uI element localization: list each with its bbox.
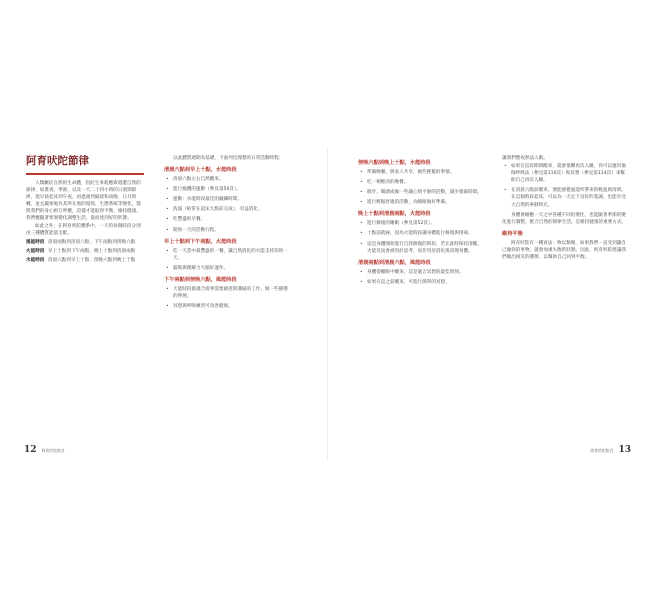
bullet-list <box>164 248 292 272</box>
bullet-list <box>164 176 292 234</box>
section-heading: 早上十點到下午兩點，火能時段 <box>164 238 237 245</box>
section-heading: 晚上十點到清晨兩點，火能時段 <box>358 211 431 218</box>
bullet-list <box>358 220 482 254</box>
bullet-list <box>502 163 628 209</box>
time-definition <box>26 248 144 255</box>
list-item: • 大能時段最適合從事需要創意與溝通的工作，做一些靜態的伸展。 <box>164 286 292 300</box>
left-page <box>12 147 327 461</box>
left-column-1 <box>26 155 144 267</box>
list-item: • 清晨六點左右自然醒來。 <box>164 176 292 183</box>
time-key: 火能時段 <box>26 249 45 255</box>
left-column-2 <box>164 155 292 313</box>
list-item: • 開始一天的活動行程。 <box>164 227 292 234</box>
list-item: • 進行修復的睡眠（參見第52頁）。 <box>358 220 482 227</box>
time-key: 風能時段 <box>26 240 45 246</box>
time-definition <box>26 257 144 264</box>
intro-paragraph: 人類屬於自然的生命體，因此生來就應與週遭自然的節律，如晝夜、季節，以及一天二十四小時的日週期節律，從早晨起床到午夜，再過渡到隔晨和夜晚，日月時轉，並且嚴密地為其所在地的環境、生態系統等變化，都與我們的身心相互呼應，這樣才能取得平衡、維持健康。我們應隨著寒暑變化調整生活，從而達到好的狀態。 <box>26 180 141 221</box>
list-item: • 在清晨六點前醒來，便能感覺風能所帶來的輕盈與清明。在這個時段起床，可以為一天定下良好的基調，也能享受大自然的寧靜時光。 <box>502 187 628 208</box>
column-intro: 以此體質週期為基礎，下面列出理想的日常活動時程： <box>173 156 284 161</box>
right-page <box>328 147 643 461</box>
body-paragraph: 阿育吠陀有一種看法：物以類聚，如果我們一直受到讓自己傾斜的事物，就會加重失衡的狀態。因此，阿育吠陀建議我們做出相反的選擇，以幫助自己回到平衡。 <box>502 240 627 261</box>
time-value: 早上十點到下午兩點，晚上十點到清晨兩點 <box>48 249 136 255</box>
list-item: • 進行輕鬆舒適的活動，為睡眠做好準備。 <box>358 199 482 206</box>
list-item: • 準備晚餐、與家人共享，做些輕鬆的事情。 <box>358 169 482 176</box>
list-item: • 如果在這段期間醒來，就會很難再次入睡，你可以運用瑜伽呼吸法（參見第110頁）和冥想（參見第114頁）來幫助自己再次入睡。 <box>502 163 628 184</box>
section-heading: 傍晚六點到晚上十點，水能時段 <box>358 160 431 166</box>
right-column-1 <box>358 155 482 289</box>
intro-paragraph: 如此之外，在阿育吠陀體系中，一天的每個時段分別由三種體質能量支配。 <box>26 224 141 237</box>
list-item: • 洗澡（較常在起床九點前完成），有益消化。 <box>164 206 292 213</box>
list-item: • 吃豐盛的早餐。 <box>164 216 292 223</box>
bullet-list <box>358 169 482 206</box>
list-item: • 吃一天當中最豐盛的一餐，讓自然消化的火能支持你的一天。 <box>164 248 292 262</box>
list-item: • 運動：水能時段最佳的鍛鍊時間。 <box>164 196 292 203</box>
list-item: • 吃一頓輕淡的晚餐。 <box>358 179 482 186</box>
section-heading: 下午兩點到傍晚六點，風能時段 <box>164 276 237 283</box>
book-spread <box>12 147 643 461</box>
body-paragraph: 身體會順應一天之中各種不同的變化，也能隨著季節的變化進行調整。配合自然的節律生活，是維持健康的重要方式。 <box>502 212 627 225</box>
title-rule <box>26 173 144 175</box>
list-item: • 進行瘦體的運動（參見第56頁）。 <box>164 186 292 193</box>
time-value: 清晨六點到早上十點，傍晚六點到晚上十點 <box>48 258 136 264</box>
list-item: • 這是身體開始進行自我修復的時段，若在此時保持清醒，火能反而會被用於思考，而非用於消化與清理身體。 <box>358 241 482 255</box>
running-title: 阿育吠陀飲食 <box>590 448 614 453</box>
time-value: 清晨兩點到清晨六點，下午兩點到傍晚六點 <box>48 240 136 246</box>
page-number: 13 <box>618 445 631 455</box>
section-heading: 清晨兩點到清晨六點，風能時段 <box>358 259 431 266</box>
page-number: 12 <box>24 445 37 455</box>
list-item: • 十點前就寢，因為火能時段讓身體進行修復與排毒。 <box>358 230 482 237</box>
page-footer <box>24 445 68 455</box>
section-heading: 維持平衡 <box>502 230 523 237</box>
section-heading: 清晨六點到早上十點，水能時段 <box>164 167 237 174</box>
bullet-list <box>164 286 292 310</box>
time-key: 水能時段 <box>26 258 45 264</box>
chapter-title: 阿育吠陀節律 <box>26 155 89 167</box>
list-item: • 腦筋與理解力大腦好運作。 <box>164 265 292 272</box>
running-title: 阿育吠陀飲食 <box>41 448 65 453</box>
time-definition <box>26 239 144 246</box>
list-item: • 冥想與呼吸練習可改善健康。 <box>164 303 292 310</box>
continued-text: 讓我們整夜無法入眠。 <box>502 156 548 161</box>
page-footer <box>587 445 631 455</box>
list-item: • 身體從睡眠中醒來，這是適合冥想的最佳時刻。 <box>358 269 482 276</box>
list-item: • 散步、閱讀或做一些讓心情平靜的活動，減少螢幕時間。 <box>358 189 482 196</box>
list-item: • 如果在這之前醒來，可進行簡單的冥想。 <box>358 279 482 286</box>
right-column-2 <box>502 155 628 262</box>
bullet-list <box>358 269 482 286</box>
